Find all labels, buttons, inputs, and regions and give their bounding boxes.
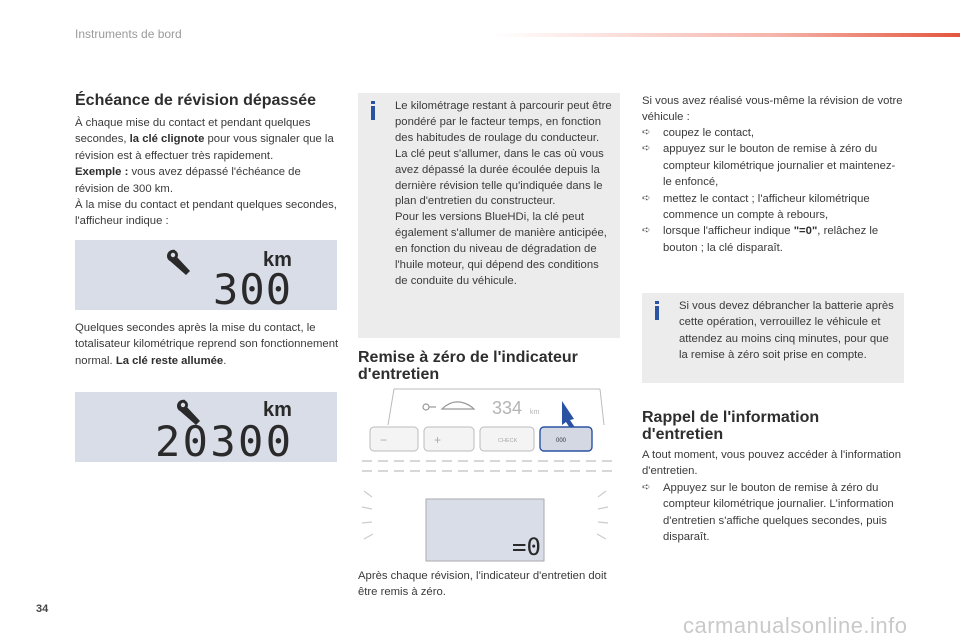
cluster-distance: 334: [492, 398, 523, 418]
display-unit-km: km: [263, 249, 292, 271]
emphasis-key-stays-on: La clé reste allumée: [115, 354, 224, 367]
step-text: , relâchez le bouton ; la clé disparaît.: [663, 225, 879, 254]
display-value-emphasis: "=0": [793, 225, 818, 238]
info-text-battery: Si vous devez débrancher la batterie après cette opération, verrouillez le véhicule et attendez au moins cinq minutes, pour que la remise à zéro soit prise en compte.: [679, 300, 894, 362]
instrument-cluster-illustration: [358, 387, 620, 563]
cluster-button-check: CHECK: [498, 438, 518, 444]
section-title-reset: Remise à zéro de l'indicateur d'entretien: [358, 349, 578, 383]
reminder-paragraph: A tout moment, vous pouvez accéder à l'information d'entretien.: [642, 449, 901, 478]
watermark: carmanualsonline.info: [683, 613, 908, 638]
cluster-lcd-value: =0: [512, 533, 541, 561]
step-text: mettez le contact ; l'afficheur kilométrique commence un compte à rebours,: [663, 192, 870, 222]
step-item: [642, 191, 904, 224]
step-item: [642, 125, 904, 141]
info-icon: [371, 101, 375, 120]
section-title-overdue: Échéance de révision dépassée: [75, 92, 317, 109]
overdue-paragraph: [75, 115, 340, 230]
step-text: coupez le contact,: [663, 127, 755, 139]
key-icon: [423, 404, 436, 410]
info-box-battery: [642, 293, 904, 383]
section-header: Instruments de bord: [75, 27, 182, 41]
odometer-display-20300: [75, 392, 337, 462]
text-run: .: [223, 354, 227, 367]
car-icon: [442, 402, 474, 409]
arrow-bullet-icon: ➪: [642, 127, 651, 138]
reset-caption: Après chaque révision, l'indicateur d'entretien doit être remis à zéro.: [358, 570, 607, 599]
cluster-unit: km: [530, 409, 540, 416]
wrench-icon: [167, 250, 190, 275]
step-text: appuyez sur le bouton de remise à zéro du compteur kilométrique journalier et maintenez-le enfoncé,: [663, 143, 896, 189]
display-20300-graphic: [75, 392, 337, 462]
self-service-steps: [642, 125, 904, 256]
cluster-button-row: [370, 427, 592, 451]
text-run: Quelques secondes après la mise du contact, le totalisateur kilométrique reprend son fonctionnement normal.: [75, 322, 339, 367]
reminder-step: [642, 480, 904, 546]
step-text: Appuyez sur le bouton de remise à zéro du compteur kilométrique journalier. L'information d'entretien s'affiche quelques secondes, puis disparaît.: [663, 482, 894, 544]
info-box-mileage: [358, 93, 620, 338]
cluster-graphic: [358, 387, 620, 563]
step-text: lorsque l'afficheur indique: [663, 225, 794, 238]
display-value-300: 300: [213, 265, 293, 310]
arrow-bullet-icon: ➪: [642, 482, 651, 493]
step-item: [642, 223, 904, 256]
arrow-bullet-icon: ➪: [642, 225, 651, 237]
emphasis-key-flashes: la clé clignote: [129, 133, 205, 146]
info-icon: [655, 301, 659, 320]
text-run: À chaque mise du contact et pendant quelques secondes,: [75, 117, 311, 146]
example-label: Exemple :: [75, 166, 129, 179]
cluster-button-plus: +: [434, 433, 442, 447]
info-text-mileage: Le kilométrage restant à parcourir peut être pondéré par le facteur temps, en fonction des habitudes de roulage du conducteur. La clé peut s'allumer, dans le cas où vous avez dépassé la durée écoulée depuis la dernière révision telle qu'indiquée dans le plan d'entretien du constructeur. Pour les versions BlueHDi, la clé peut également s'allumer de manière anticipée, en fonction du niveau de dégradation de l'huile moteur, qui dépend des conditions de conduite du véhicule.: [395, 100, 612, 287]
step-item: [642, 141, 904, 190]
page-number: 34: [36, 603, 49, 615]
display-300-graphic: [75, 240, 337, 310]
odometer-display-300: [75, 240, 337, 310]
cluster-button-minus: −: [380, 433, 388, 447]
text-run: pour vous signaler que la révision est à effectuer très rapidement.: [75, 133, 334, 162]
self-service-intro: Si vous avez réalisé vous-même la révision de votre véhicule :: [642, 95, 903, 124]
header-accent-bar: [495, 33, 960, 37]
display-value-20300: 20300: [155, 417, 293, 462]
text-run: vous avez dépassé l'échéance de révision de 300 km.: [75, 166, 301, 195]
odometer-normal-paragraph: [75, 320, 340, 369]
arrow-bullet-icon: ➪: [642, 192, 651, 204]
display-unit-km: km: [263, 399, 292, 421]
text-run: À la mise du contact et pendant quelques secondes, l'afficheur indique :: [75, 199, 337, 228]
cluster-button-reset: 000: [556, 438, 567, 444]
arrow-bullet-icon: ➪: [642, 143, 651, 155]
section-title-reminder: Rappel de l'information d'entretien: [642, 409, 820, 443]
